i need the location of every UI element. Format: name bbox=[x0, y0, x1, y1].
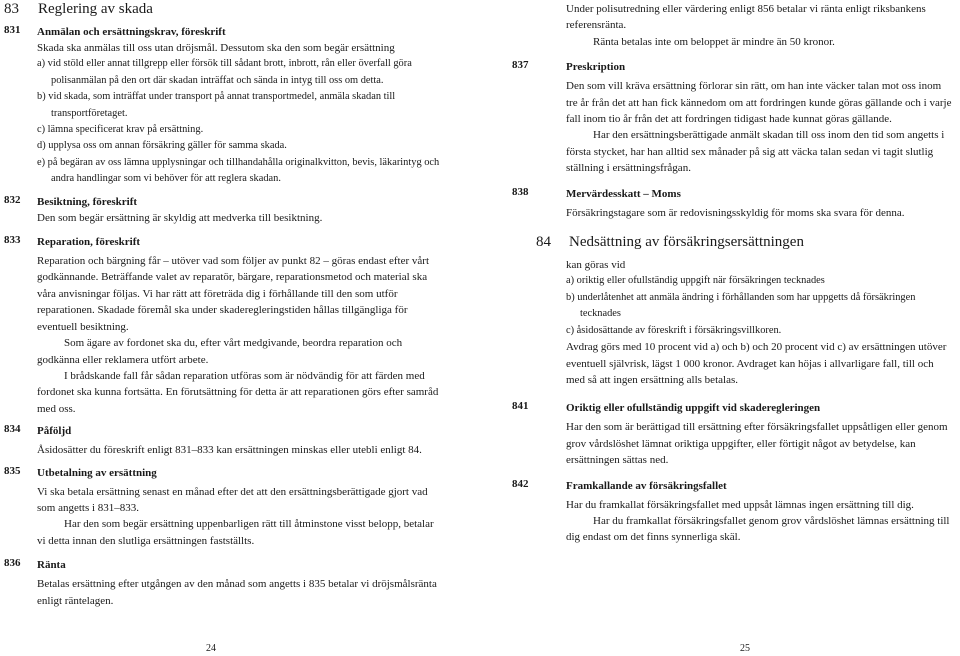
section-text: Åsidosätter du föreskrift enligt 831–833 kan ersättningen minskas eller utebli enligt 84. bbox=[37, 444, 422, 457]
section-831 bbox=[0, 24, 440, 188]
section-text: Har den som begär ersättning uppenbarligen rätt till åtminstone visst belopp, betalar vi detta innan den slutliga ersättningen fastställts. bbox=[37, 518, 434, 547]
section-text: kan göras vid bbox=[566, 259, 626, 272]
section-842 bbox=[508, 478, 954, 546]
page-number-right: 25 bbox=[740, 643, 750, 654]
section-title: Påföljd bbox=[37, 425, 72, 438]
list-item: c) lämna specificerat krav på ersättning. bbox=[37, 124, 204, 136]
left-page bbox=[0, 0, 440, 609]
section-title: Framkallande av försäkringsfallet bbox=[566, 479, 727, 492]
chapter-number: 83 bbox=[4, 1, 19, 17]
section-834 bbox=[0, 423, 440, 458]
list-item: e) på begäran av oss lämna upplysningar och tillhandahålla originalkvitton, bevis, läkarintyg och andra handlingar som vi behöver för att reglera skadan. bbox=[37, 156, 440, 185]
section-number: 842 bbox=[512, 477, 529, 490]
section-833 bbox=[0, 234, 440, 417]
section-number: 833 bbox=[4, 234, 21, 247]
section-text: Ränta betalas inte om beloppet är mindre än 50 kronor. bbox=[593, 35, 835, 48]
section-title: Ränta bbox=[37, 559, 66, 572]
list-item: a) oriktig eller ofullständig uppgift när försäkringen tecknades bbox=[566, 275, 825, 287]
section-text: Som ägare av fordonet ska du, efter vårt medgivande, beordra reparation och godkänna eller reklamera utfört arbete. bbox=[37, 337, 403, 366]
section-number: 841 bbox=[512, 400, 529, 413]
section-title: Oriktig eller ofullständig uppgift vid skaderegleringen bbox=[566, 402, 821, 415]
section-title: Preskription bbox=[566, 61, 626, 74]
section-text: Reparation och bärgning får – utöver vad som följer av punkt 82 – göras endast efter vårt godkännande. Beträffande valet av reparatör, bärgare, reparationsmetod och material ska våra anvisningar följas. Vi har rätt att företräda dig i förhållande till den som utför reparationen. Skadade föremål ska under skaderegleringstiden hållas tillgängliga för eventuell besiktning. bbox=[37, 255, 430, 333]
chapter-83-heading bbox=[0, 0, 440, 22]
list-item: d) upplysa oss om annan försäkring gäller för samma skada. bbox=[37, 140, 287, 152]
chapter-title: Nedsättning av försäkringsersättningen bbox=[569, 234, 804, 251]
list-item: c) åsidosättande av föreskrift i försäkringsvillkoren. bbox=[566, 324, 782, 336]
section-837 bbox=[508, 59, 954, 176]
section-title: Utbetalning av ersättning bbox=[37, 466, 157, 479]
section-text: Försäkringstagare som är redovisningsskyldig för moms ska svara för denna. bbox=[566, 206, 905, 219]
section-text: Vi ska betala ersättning senast en månad efter det att den ersättningsberättigade gjort vad som angetts i 831–833. bbox=[37, 485, 428, 514]
section-832 bbox=[0, 194, 440, 226]
section-835 bbox=[0, 465, 440, 550]
section-number: 835 bbox=[4, 464, 21, 477]
chapter-title: Reglering av skada bbox=[38, 1, 153, 17]
section-text: Avdrag görs med 10 procent vid a) och b) och 20 procent vid c) av ersättningen utöver eventuell självrisk, lägst 1 000 kronor. Avdraget kan höjas i allvarligare fall, till och med så att ingen ersättning alls betalas. bbox=[566, 341, 947, 386]
section-title: Anmälan och ersättningskrav, föreskrift bbox=[37, 26, 226, 38]
section-title: Reparation, föreskrift bbox=[37, 236, 141, 249]
section-838 bbox=[508, 186, 954, 221]
right-page bbox=[508, 0, 954, 546]
section-text: Den som vill kräva ersättning förlorar sin rätt, om han inte väcker talan mot oss inom tre år från det att han fick kännedom om att fordringen kunde göras gällande och i varje fall inom tio år från det att fordringen tidigast hade kunnat göras gällande. bbox=[566, 80, 952, 126]
section-text: I brådskande fall får sådan reparation utföras som är nödvändig för att färden med fordonet ska kunna fortsätta. En förutsättning för detta är att reparationen görs efter samråd med oss. bbox=[37, 369, 439, 415]
section-text: Har den ersättningsberättigade anmält skadan till oss inom den tid som angetts i första stycket, har han alltid sex månader på sig att väcka talan sedan vi tagit slutlig ställning i ersättningsfrågan. bbox=[566, 129, 945, 175]
section-number: 831 bbox=[4, 24, 21, 36]
section-text: Har du framkallat försäkringsfallet genom grov vårdslöshet lämnas ersättning till dig endast om det finns synnerliga skäl. bbox=[566, 514, 950, 544]
section-text: Har du framkallat försäkringsfallet med uppsåt lämnas ingen ersättning till dig. bbox=[566, 498, 914, 511]
section-number: 832 bbox=[4, 193, 21, 206]
section-title: Mervärdesskatt – Moms bbox=[566, 187, 681, 200]
section-number: 836 bbox=[4, 557, 21, 570]
section-text: Har den som är berättigad till ersättning efter försäkringsfallet uppsåtligen eller genom grov vårdslöshet lämnat oriktiga uppgifter, eller förtigit något av betydelse, kan ersättningen sättas ned. bbox=[566, 421, 948, 467]
list-item: b) vid skada, som inträffat under transport på annat transportmedel, anmäla skadan till transportföretaget. bbox=[37, 91, 396, 119]
page-number-left: 24 bbox=[206, 643, 216, 654]
list-item: b) underlåtenhet att anmäla ändring i förhållanden som har uppgetts då försäkringen tecknades bbox=[566, 291, 916, 320]
section-number: 834 bbox=[4, 423, 21, 436]
section-text: Under polisutredning eller värdering enligt 856 betalar vi ränta enligt riksbankens referensränta. bbox=[566, 3, 926, 32]
section-836 bbox=[0, 557, 440, 609]
section-841 bbox=[508, 400, 954, 468]
chapter-number: 84 bbox=[536, 234, 551, 251]
section-number: 837 bbox=[512, 59, 529, 72]
section-text: Den som begär ersättning är skyldig att medverka till besiktning. bbox=[37, 211, 323, 224]
section-text: Betalas ersättning efter utgången av den månad som angetts i 835 betalar vi dröjsmålsränta enligt räntelagen. bbox=[37, 578, 437, 607]
list-item: a) vid stöld eller annat tillgrepp eller försök till sådant brott, inbrott, rån eller överfall göra polisanmälan på den ort där skadan inträffat och sända in intyg till oss om detta. bbox=[37, 58, 412, 86]
chapter-84-heading bbox=[508, 233, 954, 255]
section-text: Skada ska anmälas till oss utan dröjsmål. Dessutom ska den som begär ersättning bbox=[37, 42, 395, 54]
section-number: 838 bbox=[512, 185, 529, 198]
section-title: Besiktning, föreskrift bbox=[37, 195, 138, 208]
